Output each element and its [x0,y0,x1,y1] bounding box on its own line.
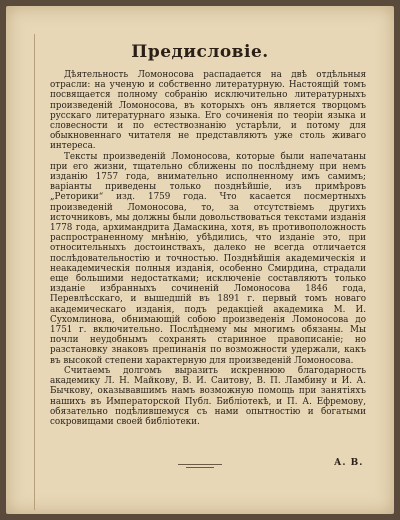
paragraph-acknowledgements: Считаемъ долгомъ выразить искреннюю благодарность академику Л. Н. Майкову, В. И. Саитову, В. П. Ламбину и И. А. Бычкову, оказывавшимъ намъ возможную помощь при занятіяхъ нашихъ въ Императорской Публ. Библіотекѣ, и П. А. Ефремову, обязательно подѣлившемуся съ нами опытностію и богатыми сокровищами своей библіотеки. [50,365,366,427]
paragraph-scope: Дѣятельность Ломоносова распадается на двѣ отдѣльныя отрасли: на ученую и собственно литературную. Настоящій томъ посвящается полному собранію исключительно литературныхъ произведеній Ломоносова, въ которыхъ онъ является творцомъ русскаго литературнаго языка. Его сочиненія по теоріи языка и словесности и по естествознанію устарѣли, и потому для обыкновеннаго читателя не представляютъ уже столь живаго интереса. [50,70,366,152]
preface-body [50,70,366,427]
author-signature: А. В. [334,458,364,468]
page-title: Предисловіе. [131,42,269,62]
paragraph-texts: Тексты произведеній Ломоносова, которые были напечатаны при его жизни, тщательно сближены по послѣднему при немъ изданію 1757 года, внимательно исполненному имъ самимъ; варіанты приведены только позднѣйшіе, изъ примѣровъ „Реторики“ изд. 1759 года. Что касается посмертныхъ произведеній Ломоносова, то, за отсутствіемъ другихъ источниковъ, мы должны были довольствоваться текстами изданія 1778 года, архимандрита Дамаскина, хотя, въ противоположность распространенному мнѣнію, убѣдились, что изданіе это, при относительныхъ достоинствахъ, далеко не всегда отличается послѣдовательностію и точностью. Позднѣйшія академическія и неакадемическія полныя изданія, особенно Смирдина, страдали еще большими недостатками; исключеніе составляютъ только изданіе избранныхъ сочиненій Ломоносова 1846 года, Перевлѣсскаго, и вышедшій въ 1891 г. первый томъ новаго академическаго изданія, подъ редакціей академика М. И. Сухомлинова, обнимающій собою произведенія Ломоносова до 1751 г. включительно. Послѣднему мы многимъ обязаны. Мы почли неудобнымъ сохранять старинное правописаніе; но разстановку знаковъ препинанія по возможности удержали, какъ въ высокой степени характерную для произведеній Ломоносова. [50,151,366,366]
ornament-rule [178,464,222,465]
book-page [6,6,394,514]
